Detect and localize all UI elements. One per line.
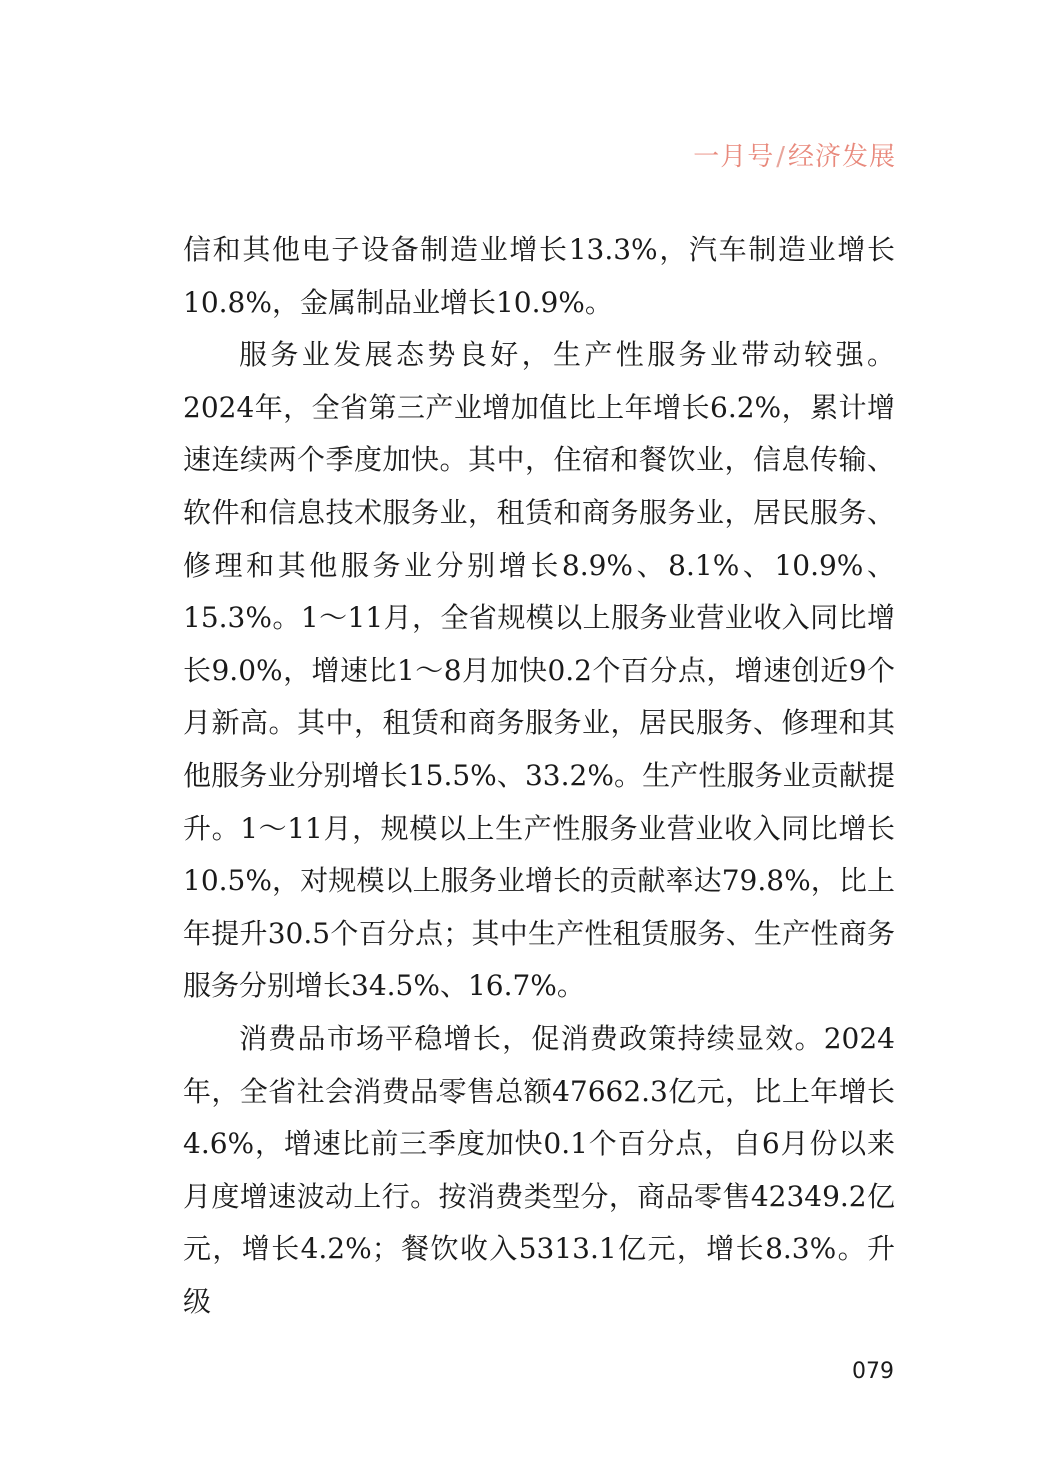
paragraph-services: 服务业发展态势良好，生产性服务业带动较强。2024年，全省第三产业增加值比上年增长6.2%，累计增速连续两个季度加快。其中，住宿和餐饮业，信息传输、软件和信息技术服务业，租赁和商务服务业，居民服务、修理和其他服务业分别增长8.9%、8.1%、10.9%、15.3%。1～11月，全省规模以上服务业营业收入同比增长9.0%，增速比1～8月加快0.2个百分点，增速创近9个月新高。其中，租赁和商务服务业，居民服务、修理和其他服务业分别增长15.5%、33.2%。生产性服务业贡献提升。1～11月，规模以上生产性服务业营业收入同比增长10.5%，对规模以上服务业增长的贡献率达79.8%，比上年提升30.5个百分点；其中生产性租赁服务、生产性商务服务分别增长34.5%、16.7%。 <box>183 338 895 1003</box>
paragraph-consumption: 消费品市场平稳增长，促消费政策持续显效。2024年，全省社会消费品零售总额47662.3亿元，比上年增长4.6%，增速比前三季度加快0.1个百分点，自6月份以来月度增速波动上行。按消费类型分，商品零售42349.2亿元，增长4.2%；餐饮收入5313.1亿元，增长8.3%。升级 <box>183 1021 895 1318</box>
header-separator: / <box>776 142 786 172</box>
section-label: 经济发展 <box>787 142 896 172</box>
page-number: 079 <box>852 1359 894 1384</box>
article-body <box>183 224 895 1328</box>
running-header <box>693 136 896 173</box>
paragraph-continued: 信和其他电子设备制造业增长13.3%，汽车制造业增长10.8%，金属制品业增长10.9%。 <box>183 233 895 319</box>
issue-label: 一月号 <box>693 142 775 172</box>
